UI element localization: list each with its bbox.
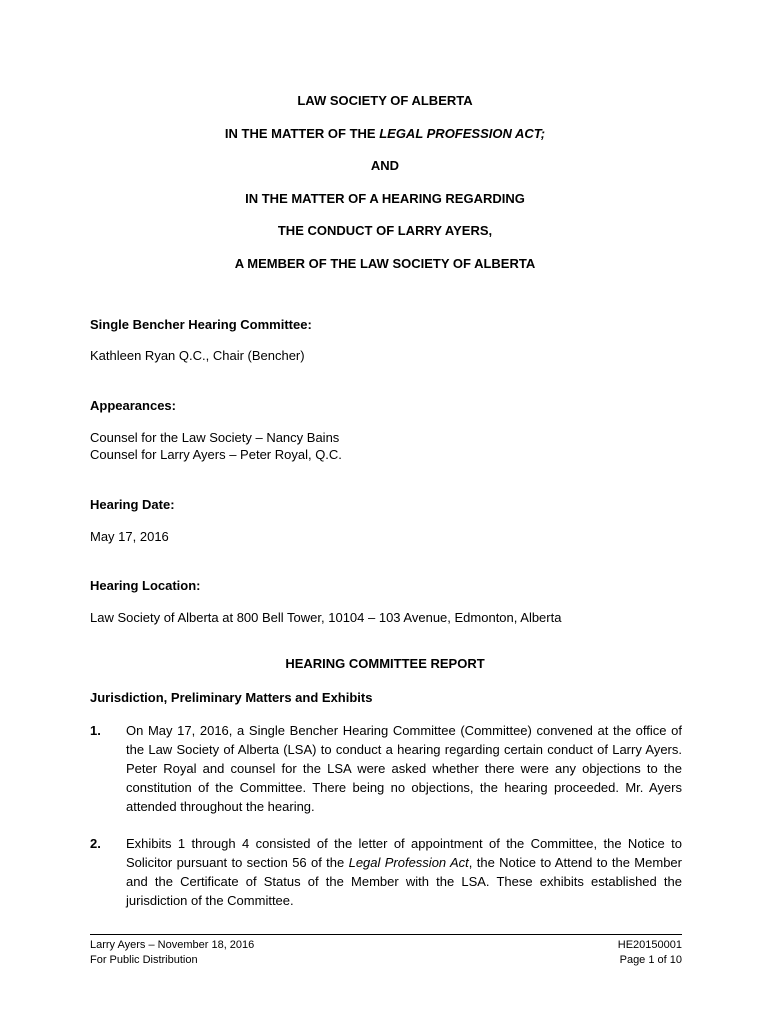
paragraph-1	[90, 721, 682, 816]
paragraph-text	[126, 834, 682, 910]
paragraph-text-after: , the Notice to Attend to the Member and the Certificate of Status of the Member with the LSA. These exhibits established the jurisdiction of the Committee.	[126, 855, 682, 908]
paragraph-text-before: Exhibits 1 through 4 consisted of the letter of appointment of the Committee, the Notice to Solicitor pursuant to section 56 of the	[126, 836, 682, 870]
footer-case-name: Larry Ayers – November 18, 2016	[90, 939, 255, 951]
appearances-section	[90, 397, 682, 463]
committee-section	[90, 316, 682, 364]
paragraph-number: 2.	[90, 836, 101, 851]
paragraph-text: On May 17, 2016, a Single Bencher Hearing Committee (Committee) convened at the office of the Law Society of Alberta (LSA) to conduct a hearing regarding certain conduct of Larry Ayers. Peter Royal and counsel for the LSA were asked whether there were any objections to the constitution of the Committee. There being no objections, the hearing proceeded. Mr. Ayers attended throughout the hearing.	[126, 723, 682, 814]
footer-left	[90, 938, 254, 968]
paragraph-act-name: Legal Profession Act	[348, 855, 469, 870]
footer-distribution: For Public Distribution	[90, 954, 198, 966]
footer-file-number: HE20150001	[617, 939, 682, 951]
heading-line-2-prefix: IN THE MATTER OF THE	[224, 125, 380, 141]
hearing-date-label: Hearing Date:	[90, 497, 175, 512]
hearing-date-section	[90, 496, 682, 545]
appearances-line-1: Counsel for the Law Society – Nancy Bains	[90, 430, 340, 445]
heading-line-1: LAW SOCIETY OF ALBERTA	[297, 93, 473, 108]
report-subheading-wrap	[90, 689, 682, 706]
paragraph-number: 1.	[90, 723, 101, 738]
document-heading	[90, 93, 680, 289]
heading-line-2	[90, 126, 680, 159]
paragraph-2	[90, 834, 682, 910]
committee-label: Single Bencher Hearing Committee:	[90, 317, 312, 332]
committee-value: Kathleen Ryan Q.C., Chair (Bencher)	[90, 348, 305, 363]
heading-line-6: A MEMBER OF THE LAW SOCIETY OF ALBERTA	[234, 255, 536, 271]
footer-right	[618, 938, 682, 968]
heading-line-5: THE CONDUCT OF LARRY AYERS,	[277, 223, 493, 239]
hearing-date-value: May 17, 2016	[90, 529, 169, 544]
hearing-location-label: Hearing Location:	[90, 578, 201, 593]
footer-page-number: Page 1 of 10	[619, 954, 682, 966]
appearances-line-2: Counsel for Larry Ayers – Peter Royal, Q.C.	[90, 447, 342, 462]
heading-act-name: LEGAL PROFESSION ACT;	[379, 125, 546, 141]
hearing-location-section	[90, 577, 682, 626]
report-title: HEARING COMMITTEE REPORT	[285, 656, 485, 671]
appearances-label: Appearances:	[90, 398, 176, 413]
heading-line-4: IN THE MATTER OF A HEARING REGARDING	[245, 190, 525, 206]
heading-line-3: AND	[370, 158, 400, 174]
footer-divider	[90, 934, 682, 935]
hearing-location-value: Law Society of Alberta at 800 Bell Tower, 10104 – 103 Avenue, Edmonton, Alberta	[90, 610, 562, 625]
report-subheading: Jurisdiction, Preliminary Matters and Exhibits	[90, 690, 373, 705]
